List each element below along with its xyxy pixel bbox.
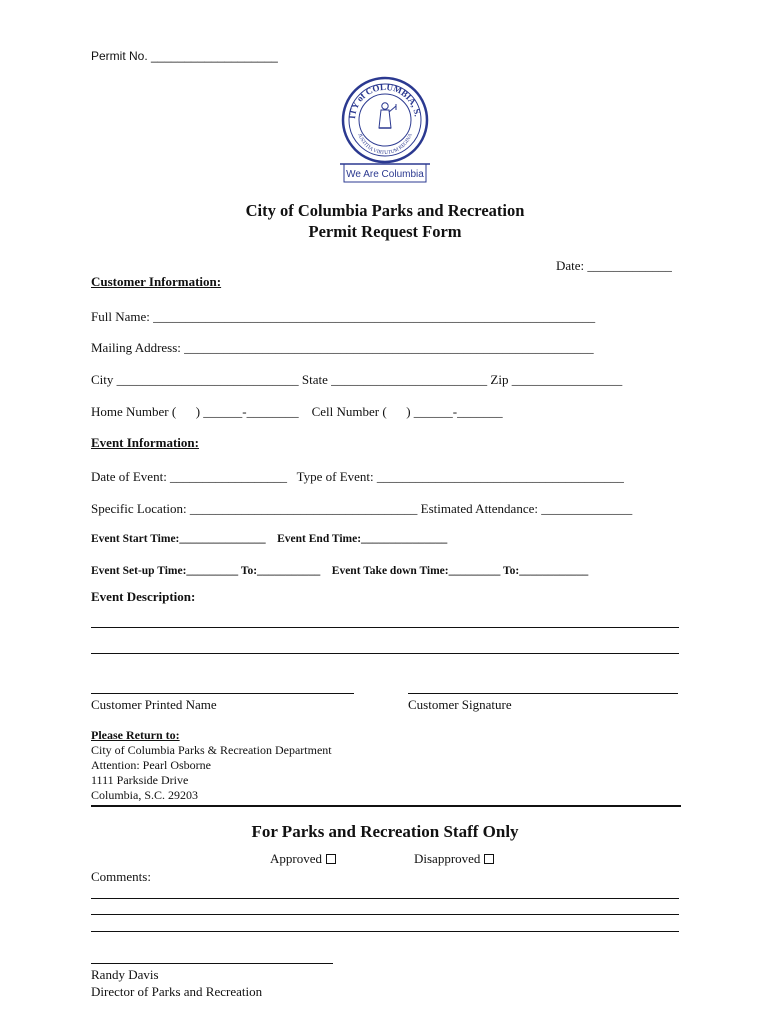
start-end-time-field[interactable]: Event Start Time:_______________ Event End Time:_______________ [91, 533, 448, 545]
form-title-line2: Permit Request Form [308, 222, 462, 241]
printed-name-line[interactable] [91, 693, 354, 694]
approved-option[interactable] [270, 851, 336, 867]
section-divider [91, 805, 681, 807]
director-name: Randy Davis [91, 967, 159, 982]
description-line-1[interactable] [91, 627, 679, 628]
event-info-heading: Event Information: [91, 435, 199, 450]
disapproved-checkbox[interactable] [484, 854, 494, 864]
customer-info-heading: Customer Information: [91, 274, 222, 289]
return-heading: Please Return to: [91, 728, 180, 742]
signature-line[interactable] [408, 693, 678, 694]
director-title: Director of Parks and Recreation [91, 984, 263, 999]
location-attendance-field[interactable]: Specific Location: ___________________________________ Estimated Attendance: ______________ [91, 501, 633, 516]
date-field[interactable]: Date: _____________ [556, 258, 672, 273]
return-line-4: Columbia, S.C. 29203 [91, 788, 199, 802]
director-signature-line[interactable] [91, 963, 333, 964]
phone-numbers-field[interactable]: Home Number ( ) ______-________ Cell Number ( ) ______-_______ [91, 404, 503, 419]
seal-ring-text: ITY of COLUMBIA, S. [346, 81, 423, 120]
setup-takedown-time-field[interactable]: Event Set-up Time:_________ To:___________ Event Take down Time:_________ To:____________ [91, 565, 589, 577]
seal-motto: JUSTITIA VIRTUTUM REGINA [356, 132, 414, 157]
comments-line-3[interactable] [91, 931, 679, 932]
comments-label: Comments: [91, 869, 151, 884]
printed-name-label: Customer Printed Name [91, 697, 217, 712]
disapproved-label: Disapproved [414, 851, 481, 866]
signature-label: Customer Signature [408, 697, 512, 712]
approved-checkbox[interactable] [326, 854, 336, 864]
city-seal-logo [338, 76, 432, 184]
comments-line-1[interactable] [91, 898, 679, 899]
comments-line-2[interactable] [91, 914, 679, 915]
return-line-3: 1111 Parkside Drive [91, 773, 189, 787]
form-title-line1: City of Columbia Parks and Recreation [245, 201, 525, 220]
date-type-event-field[interactable]: Date of Event: __________________ Type of Event: ______________________________________ [91, 469, 624, 484]
permit-number-field[interactable]: Permit No. ___________________ [91, 49, 278, 63]
return-line-2: Attention: Pearl Osborne [91, 758, 211, 772]
event-description-heading: Event Description: [91, 589, 196, 604]
description-line-2[interactable] [91, 653, 679, 654]
disapproved-option[interactable] [414, 851, 494, 867]
staff-only-heading: For Parks and Recreation Staff Only [251, 822, 519, 841]
approved-label: Approved [270, 851, 322, 866]
return-line-1: City of Columbia Parks & Recreation Department [91, 743, 332, 757]
city-state-zip-field[interactable]: City ____________________________ State ________________________ Zip _________________ [91, 372, 623, 387]
full-name-field[interactable]: Full Name: ____________________________________________________________________ [91, 309, 596, 324]
mailing-address-field[interactable]: Mailing Address: _______________________________________________________________ [91, 340, 594, 355]
seal-tagline: We Are Columbia [346, 169, 424, 180]
